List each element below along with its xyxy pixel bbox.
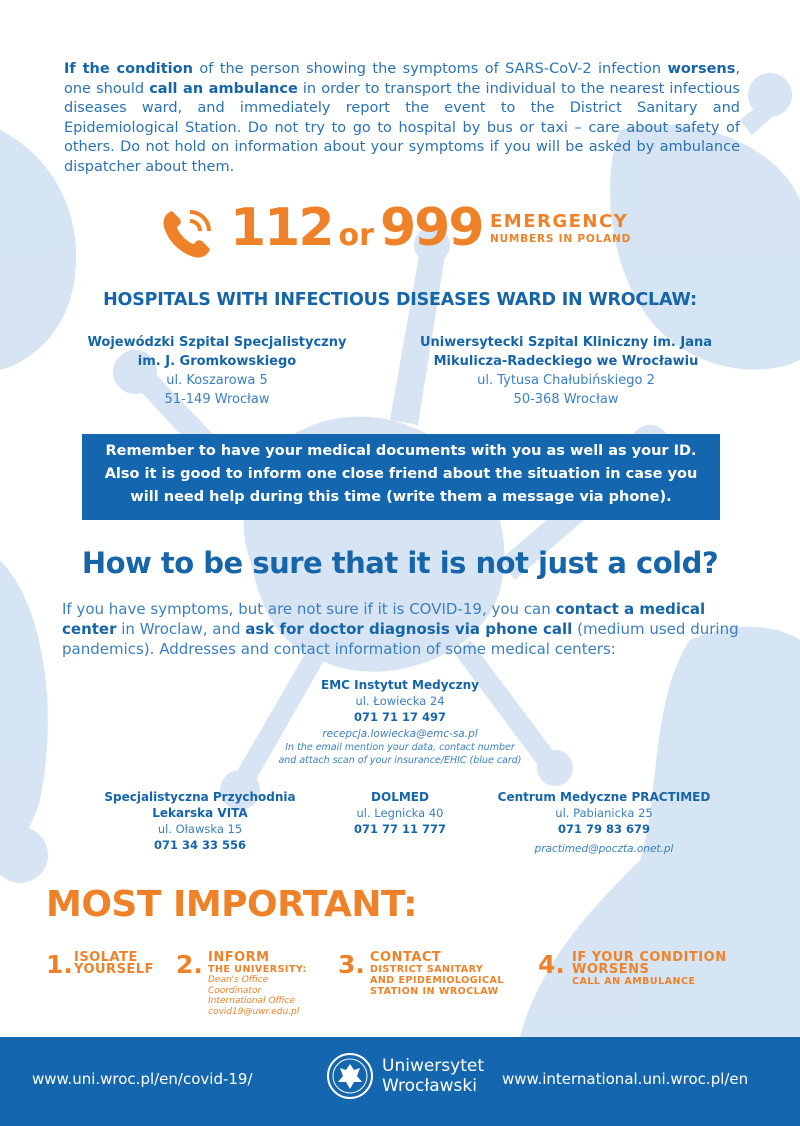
- center-phone: 071 71 17 497: [353, 710, 447, 724]
- reminder-line: Also it is good to inform one close friend about the situation in case you: [104, 466, 698, 482]
- step-number: 2.: [176, 950, 203, 979]
- center-street: ul. Pabianicka 25: [555, 806, 653, 820]
- center-dolmed: [330, 789, 470, 837]
- step-sub: THE UNIVERSITY:: [208, 964, 307, 975]
- center-name: DOLMED: [371, 790, 429, 804]
- center-street: ul. Łowiecka 24: [355, 694, 445, 708]
- phone-icon: [158, 203, 218, 263]
- step-heading: INFORM: [208, 950, 270, 965]
- emergency-112: 112: [230, 198, 333, 258]
- intro-text: in order to transport the individual to the nearest infectious diseases ward, and immediately report the event to the District Sanitary and Epidemiological Station. Do not try to go to hospital by bus or taxi – care about safety of others. Do not hold on information about your symptoms if you will be asked by ambulance dispatcher about them.: [64, 80, 740, 175]
- hospital-name: Mikulicza-Radeckiego we Wrocławiu: [433, 354, 699, 369]
- center-phone: 071 79 83 679: [557, 822, 651, 836]
- step-detail: Coordinator: [208, 985, 262, 996]
- center-email[interactable]: recepcja.lowiecka@emc-sa.pl: [322, 728, 478, 740]
- center-phone: 071 77 11 777: [353, 822, 447, 836]
- hospital-name: Wojewódzki Szpital Specjalistyczny: [87, 335, 347, 350]
- emergency-numbers: [230, 198, 483, 266]
- cold-text: If you have symptoms, but are not sure if it is COVID-19, you can: [62, 600, 556, 618]
- step-detail: International Office: [208, 996, 296, 1006]
- emergency-label-sub: NUMBERS IN POLAND: [490, 233, 632, 245]
- step-number: 4.: [538, 950, 565, 979]
- step-heading: ISOLATE: [74, 950, 138, 965]
- step-isolate: [46, 950, 176, 990]
- hospital-city: 51-149 Wrocław: [164, 392, 270, 407]
- university-name: [382, 1056, 484, 1096]
- hospital-street: ul. Koszarowa 5: [166, 373, 268, 388]
- step-contact: [338, 950, 528, 1010]
- most-important-title: MOST IMPORTANT:: [46, 884, 417, 925]
- center-practimed: [484, 789, 724, 857]
- university-seal-icon: [326, 1052, 374, 1100]
- intro-paragraph: [64, 60, 740, 178]
- intro-bold-condition: If the condition: [64, 61, 193, 77]
- step-number: 1.: [46, 950, 73, 979]
- footer-link-covid[interactable]: www.uni.wroc.pl/en/covid-19/: [32, 1070, 253, 1088]
- hospital-mikulicz: [401, 333, 731, 409]
- intro-text: of the person showing the symptoms of SARS-CoV-2 infection: [192, 61, 668, 77]
- cold-bold-diagnosis: ask for doctor diagnosis via phone call: [245, 619, 573, 638]
- step-number: 3.: [338, 950, 365, 979]
- center-street: ul. Legnicka 40: [356, 806, 444, 820]
- step-sub: DISTRICT SANITARY: [370, 964, 484, 975]
- center-name: Specjalistyczna Przychodnia: [104, 790, 296, 804]
- university-name-line: Uniwersytet: [382, 1056, 484, 1076]
- center-street: ul. Oławska 15: [157, 822, 243, 836]
- step-detail: Dean's Office: [208, 975, 269, 985]
- hospital-city: 50-368 Wrocław: [513, 392, 619, 407]
- center-note: In the email mention your data, contact number: [285, 742, 515, 753]
- center-email[interactable]: practimed@poczta.onet.pl: [534, 843, 674, 855]
- step-email[interactable]: covid19@uwr.edu.pl: [208, 1006, 300, 1017]
- cold-bold-contact: contact a medical center: [62, 600, 706, 638]
- hospitals-title: HOSPITALS WITH INFECTIOUS DISEASES WARD IN WROCLAW:: [103, 290, 697, 310]
- center-emc: [250, 677, 550, 767]
- hospital-name: im. J. Gromkowskiego: [137, 354, 297, 369]
- hospital-street: ul. Tytusa Chałubińskiego 2: [477, 373, 655, 388]
- cold-question-title: How to be sure that it is not just a cold?: [81, 546, 719, 580]
- step-inform: [176, 950, 336, 1030]
- center-phone: 071 34 33 556: [153, 838, 247, 852]
- hospital-gromkowski: [52, 333, 382, 409]
- step-heading: CONTACT: [370, 950, 442, 965]
- step-sub: CALL AN AMBULANCE: [572, 976, 696, 987]
- step-sub: STATION IN WROCLAW: [370, 986, 499, 997]
- step-worsens: [538, 950, 768, 1000]
- emergency-label: [490, 212, 631, 246]
- intro-text: , one should: [64, 61, 740, 97]
- center-vita: [80, 789, 320, 853]
- reminder-line: Remember to have your medical documents with you as well as your ID.: [105, 443, 697, 459]
- cold-text: (medium used during pandemics). Addresses and contact information of some medical centers:: [62, 619, 739, 658]
- reminder-line: will need help during this time (write them a message via phone).: [130, 489, 672, 505]
- step-sub: AND EPIDEMIOLOGICAL: [370, 975, 504, 986]
- intro-bold-ambulance: call an ambulance: [149, 80, 298, 97]
- center-name: Lekarska VITA: [152, 806, 248, 820]
- hospital-name: Uniwersytecki Szpital Kliniczny im. Jana: [419, 335, 713, 350]
- emergency-999: 999: [379, 198, 483, 258]
- emergency-label-title: EMERGENCY: [490, 211, 629, 232]
- center-name: Centrum Medyczne PRACTIMED: [497, 790, 711, 804]
- step-heading: IF YOUR CONDITION: [572, 950, 727, 965]
- footer-link-international[interactable]: www.international.uni.wroc.pl/en: [502, 1070, 749, 1088]
- cold-paragraph: [62, 600, 740, 659]
- center-name: EMC Instytut Medyczny: [321, 678, 479, 692]
- step-heading: WORSENS: [572, 962, 650, 977]
- step-heading: YOURSELF: [74, 962, 154, 977]
- cold-text: in Wroclaw, and: [116, 619, 246, 638]
- emergency-or: or: [338, 218, 374, 253]
- reminder-box: [82, 434, 720, 520]
- intro-bold-worsens: worsens: [667, 61, 736, 77]
- center-note: and attach scan of your insurance/EHIC (blue card): [278, 754, 522, 766]
- university-name-line: Wrocławski: [382, 1076, 477, 1096]
